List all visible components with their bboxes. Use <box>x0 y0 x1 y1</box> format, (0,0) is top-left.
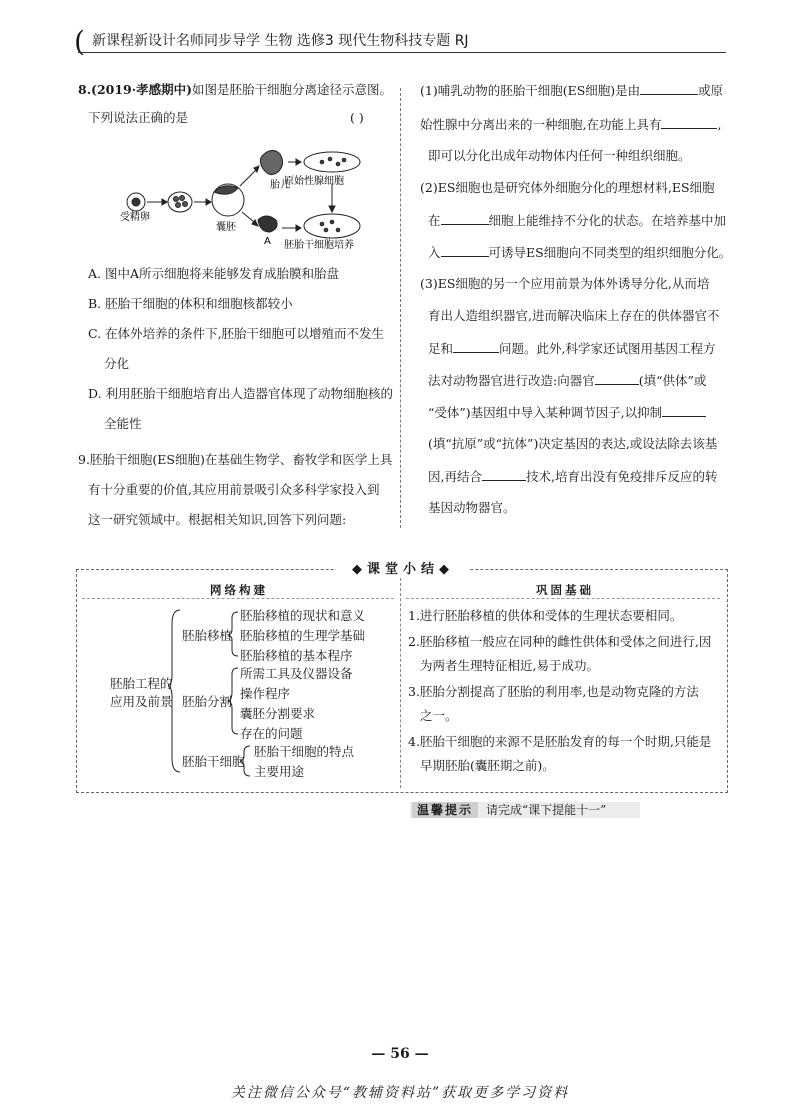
morula-shape <box>168 192 192 212</box>
q9-part3-line5: “受体”)基因组中导入某种调节因子,以抑制 <box>428 404 706 421</box>
tip-label: 温馨提示 <box>412 802 478 818</box>
arrowhead-2 <box>206 199 211 205</box>
blank-3-2[interactable] <box>595 372 639 385</box>
blank-3-3[interactable] <box>662 404 706 417</box>
q8-stem: 如图是胚胎干细胞分离途径示意图。 <box>192 82 393 97</box>
summary-divider <box>400 578 401 788</box>
es-cell-diagram <box>110 140 400 252</box>
q9-part2-line1: (2)ES细胞也是研究体外细胞分化的理想材料,ES细胞 <box>420 180 715 195</box>
tree-item: 胚胎移植的现状和意义 <box>240 608 366 623</box>
tree-item: 囊胚分割要求 <box>240 706 316 721</box>
q9-part1-line1: (1)哺乳动物的胚胎干细胞(ES细胞)是由 或原 <box>420 83 724 98</box>
column-divider <box>400 88 401 528</box>
tree-root-line1: 胚胎工程的 <box>110 676 173 691</box>
summary-point-4-cont: 早期胚胎(囊胚期之前)。 <box>420 758 555 773</box>
q8-answer-paren: ( ) <box>350 110 364 125</box>
q8-option-c: C. 在体外培养的条件下,胚胎干细胞可以增殖而不发生 <box>88 326 385 341</box>
q8-option-d: D. 利用胚胎干细胞培育出人造器官体现了动物细胞核的 <box>88 386 394 401</box>
q9-part3-line7: 因,再结合 技术,培育出没有免疫排斥反应的转 <box>428 469 718 484</box>
q8-option-d-cont: 全能性 <box>104 416 142 431</box>
q9-part3-line3: 足和 问题。此外,科学家还试图用基因工程方 <box>428 341 716 356</box>
q8-stem-line2: 下列说法正确的是 <box>88 110 189 125</box>
q9-part1-line3: 即可以分化出成年动物体内任何一种组织细胞。 <box>428 148 691 163</box>
root-brace <box>168 610 180 772</box>
page-number: — 56 — <box>371 1046 429 1062</box>
label-fetus: 胎儿 <box>270 180 290 191</box>
arrowhead-1 <box>162 199 167 205</box>
arrow-right-icon: ◆ <box>439 562 454 577</box>
summary-point-4: 4.胚胎干细胞的来源不是胚胎发育的每一个时期,只能是 <box>408 734 712 749</box>
arrow-left-icon: ◆ <box>351 562 367 577</box>
blank-1-1[interactable] <box>640 82 698 95</box>
cell-A-shape <box>258 216 277 232</box>
q9-part2-line2: 在 细胞上能维持不分化的状态。在培养基中加 <box>428 213 727 228</box>
tip-text: 请完成“课下提能十一” <box>486 803 607 817</box>
q9-part3-line6: (填“抗原”或“抗体”)决定基因的表达,或设法除去该基 <box>428 436 718 451</box>
q9-intro-line1: 9.胚胎干细胞(ES细胞)在基础生物学、畜牧学和医学上具 <box>78 452 393 467</box>
primordial-gonad-dish <box>304 152 360 172</box>
blank-3-1[interactable] <box>453 340 499 353</box>
tree-item: 存在的问题 <box>240 726 303 741</box>
q9-intro-line2: 有十分重要的价值,其应用前景吸引众多科学家投入到 <box>88 482 380 497</box>
summary-point-3: 3.胚胎分割提高了胚胎的利用率,也是动物克隆的方法 <box>408 684 699 699</box>
blank-2-1[interactable] <box>441 212 489 225</box>
q9-part2-line3: 入 可诱导ES细胞向不同类型的组织细胞分化。 <box>428 245 732 260</box>
tree-item: 主要用途 <box>254 764 305 779</box>
summary-left-rule <box>82 598 394 599</box>
summary-right-rule <box>406 598 720 599</box>
summary-point-1: 1.进行胚胎移植的供体和受体的生理状态要相同。 <box>408 608 683 623</box>
summary-title: ◆课堂小结◆ <box>336 558 470 576</box>
tree-branch-embryo-transfer: 胚胎移植 <box>182 628 233 643</box>
fetus-shape <box>260 150 282 174</box>
label-A: A <box>264 236 271 247</box>
summary-right-heading: 巩固基础 <box>536 583 594 597</box>
tree-root-line2: 应用及前景 <box>110 694 173 709</box>
label-primordial-gonad: 原始性腺细胞 <box>284 176 344 187</box>
header-decoration: ( <box>74 25 85 58</box>
q8-option-a: A. 图中A所示细胞将来能够发育成胎膜和胎盘 <box>88 266 340 281</box>
q9-part3-line8: 基因动物器官。 <box>428 500 516 515</box>
blank-2-2[interactable] <box>441 244 489 257</box>
tree-item: 胚胎移植的基本程序 <box>240 648 353 663</box>
q9-part3-line2: 育出人造组织器官,进而解决临床上存在的供体器官不 <box>428 308 720 323</box>
es-culture-dish <box>304 214 360 238</box>
q9-part3-line1: (3)ES细胞的另一个应用前景为体外诱导分化,从而培 <box>420 276 710 291</box>
tree-branch-embryo-splitting: 胚胎分割 <box>182 694 233 709</box>
label-fertilized-egg: 受精卵 <box>120 212 150 223</box>
summary-point-2: 2.胚胎移植一般应在同种的雌性供体和受体之间进行,因 <box>408 634 712 649</box>
blank-1-2[interactable] <box>661 116 717 129</box>
header-rule <box>78 52 726 53</box>
arrow-to-A <box>242 212 254 222</box>
arrow-to-fetus <box>240 170 256 186</box>
label-blastocyst: 囊胚 <box>216 222 236 233</box>
tree-item: 操作程序 <box>240 686 291 701</box>
q8-stem-line1 <box>78 82 392 98</box>
label-es-culture: 胚胎干细胞培养 <box>284 240 354 251</box>
q9-part1-line2: 始性腺中分离出来的一种细胞,在功能上具有 , <box>420 117 722 132</box>
summary-point-2-cont: 为两者生理特征相近,易于成功。 <box>420 658 599 673</box>
tree-item: 所需工具及仪器设备 <box>240 666 353 681</box>
q9-intro-line3: 这一研究领域中。根据相关知识,回答下列问题: <box>88 512 347 527</box>
tree-item: 胚胎移植的生理学基础 <box>240 628 366 643</box>
q9-part3-line4: 法对动物器官进行改造:向器官 (填“供体”或 <box>428 373 707 388</box>
header-title: 新课程新设计名师同步导学 生物 选修3 现代生物科技专题 RJ <box>92 33 469 49</box>
summary-point-3-cont: 之一。 <box>420 708 458 723</box>
blank-3-4[interactable] <box>482 468 526 481</box>
q8-option-b: B. 胚胎干细胞的体积和细胞核都较小 <box>88 296 293 311</box>
inner-cell-mass <box>214 186 238 195</box>
tree-item: 胚胎干细胞的特点 <box>254 744 355 759</box>
q8-option-c-cont: 分化 <box>104 356 130 371</box>
footer-note: 关注微信公众号“教辅资料站”获取更多学习资料 <box>230 1085 570 1101</box>
summary-left-heading: 网络构建 <box>210 583 268 597</box>
tree-branch-es-cells: 胚胎干细胞 <box>182 754 245 769</box>
fertilized-egg-nucleus <box>132 198 140 206</box>
q8-number-source: 8.(2019·孝感期中) <box>78 82 193 97</box>
